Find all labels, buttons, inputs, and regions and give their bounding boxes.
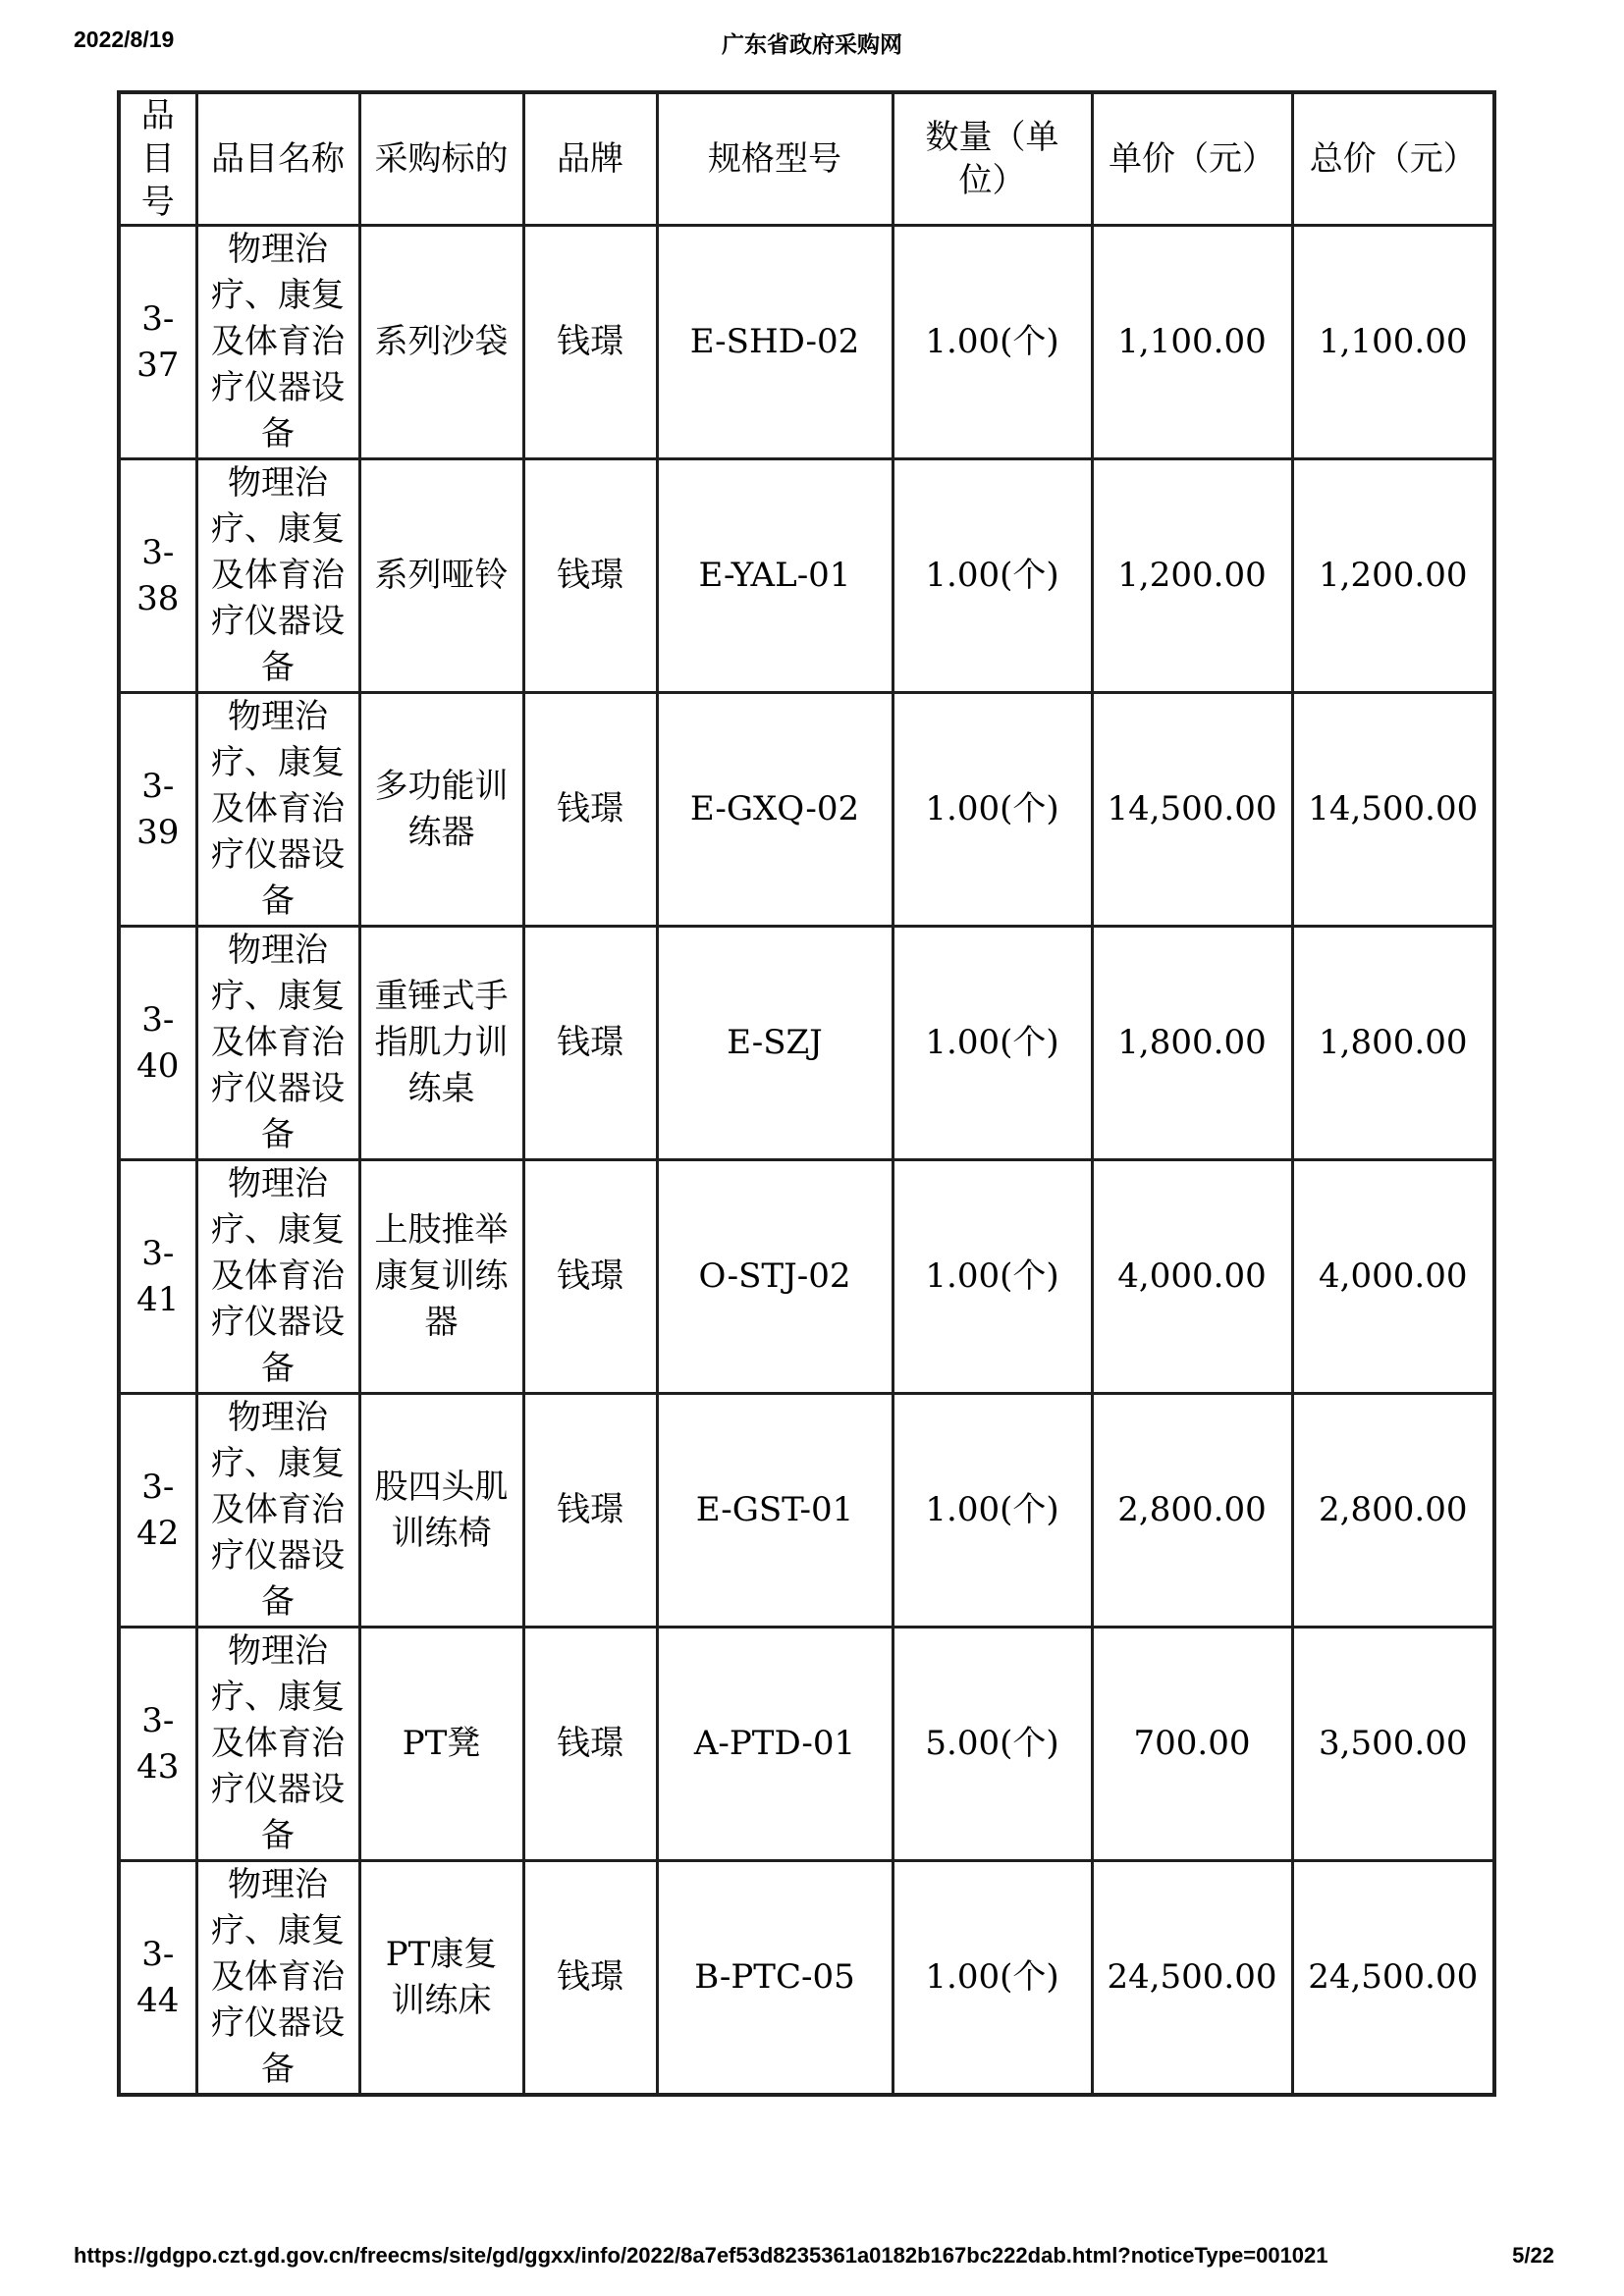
- procurement-table: [117, 90, 1496, 2097]
- cell-item-name: 物理治疗、康复及体育治疗仪器设备: [196, 693, 359, 927]
- cell-brand: 钱璟: [523, 1628, 657, 1861]
- cell-quantity: 1.00(个): [893, 1160, 1092, 1394]
- cell-unit-price: 4,000.00: [1092, 1160, 1292, 1394]
- cell-unit-price: 1,800.00: [1092, 927, 1292, 1160]
- page-title: 广东省政府采购网: [722, 31, 902, 57]
- cell-item-name: 物理治疗、康复及体育治疗仪器设备: [196, 1394, 359, 1628]
- cell-unit-price: 1,200.00: [1092, 459, 1292, 693]
- cell-total-price: 2,800.00: [1292, 1394, 1494, 1628]
- cell-brand: 钱璟: [523, 927, 657, 1160]
- cell-brand: 钱璟: [523, 1861, 657, 2096]
- cell-quantity: 1.00(个): [893, 927, 1092, 1160]
- cell-model: E-SZJ: [657, 927, 893, 1160]
- cell-total-price: 1,100.00: [1292, 226, 1494, 459]
- cell-model: A-PTD-01: [657, 1628, 893, 1861]
- col-header-item-no: 品目号: [119, 92, 196, 226]
- page-number: 5/22: [1512, 2243, 1554, 2268]
- cell-brand: 钱璟: [523, 693, 657, 927]
- col-header-item-name: 品目名称: [196, 92, 359, 226]
- cell-item-no: 3-41: [119, 1160, 196, 1394]
- cell-target: PT凳: [359, 1628, 523, 1861]
- col-header-model: 规格型号: [657, 92, 893, 226]
- cell-item-name: 物理治疗、康复及体育治疗仪器设备: [196, 1628, 359, 1861]
- cell-item-no: 3-37: [119, 226, 196, 459]
- cell-target: 系列哑铃: [359, 459, 523, 693]
- table-row: [119, 693, 1494, 927]
- cell-quantity: 1.00(个): [893, 693, 1092, 927]
- cell-target: 系列沙袋: [359, 226, 523, 459]
- cell-brand: 钱璟: [523, 1160, 657, 1394]
- cell-total-price: 4,000.00: [1292, 1160, 1494, 1394]
- cell-item-name: 物理治疗、康复及体育治疗仪器设备: [196, 459, 359, 693]
- cell-model: E-GXQ-02: [657, 693, 893, 927]
- cell-target: 股四头肌训练椅: [359, 1394, 523, 1628]
- cell-model: E-SHD-02: [657, 226, 893, 459]
- cell-brand: 钱璟: [523, 1394, 657, 1628]
- cell-brand: 钱璟: [523, 226, 657, 459]
- cell-item-name: 物理治疗、康复及体育治疗仪器设备: [196, 927, 359, 1160]
- cell-total-price: 14,500.00: [1292, 693, 1494, 927]
- print-date: 2022/8/19: [74, 27, 175, 52]
- cell-item-no: 3-39: [119, 693, 196, 927]
- cell-unit-price: 24,500.00: [1092, 1861, 1292, 2096]
- cell-target: 多功能训练器: [359, 693, 523, 927]
- cell-unit-price: 14,500.00: [1092, 693, 1292, 927]
- table-row: [119, 1861, 1494, 2096]
- table-row: [119, 459, 1494, 693]
- col-header-brand: 品牌: [523, 92, 657, 226]
- cell-total-price: 3,500.00: [1292, 1628, 1494, 1861]
- cell-total-price: 1,800.00: [1292, 927, 1494, 1160]
- cell-item-name: 物理治疗、康复及体育治疗仪器设备: [196, 226, 359, 459]
- cell-unit-price: 1,100.00: [1092, 226, 1292, 459]
- cell-quantity: 1.00(个): [893, 226, 1092, 459]
- col-header-unit-price: 单价（元）: [1092, 92, 1292, 226]
- cell-model: B-PTC-05: [657, 1861, 893, 2096]
- cell-unit-price: 2,800.00: [1092, 1394, 1292, 1628]
- table-row: [119, 1628, 1494, 1861]
- cell-item-no: 3-42: [119, 1394, 196, 1628]
- cell-quantity: 1.00(个): [893, 1394, 1092, 1628]
- cell-quantity: 1.00(个): [893, 1861, 1092, 2096]
- col-header-target: 采购标的: [359, 92, 523, 226]
- footer-url: https://gdgpo.czt.gd.gov.cn/freecms/site/gd/ggxx/info/2022/8a7ef53d8235361a0182b167bc222dab.html?noticeType=001021: [74, 2243, 1328, 2268]
- table-row: [119, 226, 1494, 459]
- cell-quantity: 1.00(个): [893, 459, 1092, 693]
- cell-model: E-YAL-01: [657, 459, 893, 693]
- col-header-total-price: 总价（元）: [1292, 92, 1494, 226]
- cell-item-name: 物理治疗、康复及体育治疗仪器设备: [196, 1160, 359, 1394]
- cell-target: 上肢推举康复训练器: [359, 1160, 523, 1394]
- cell-quantity: 5.00(个): [893, 1628, 1092, 1861]
- cell-item-name: 物理治疗、康复及体育治疗仪器设备: [196, 1861, 359, 2096]
- cell-brand: 钱璟: [523, 459, 657, 693]
- cell-total-price: 24,500.00: [1292, 1861, 1494, 2096]
- cell-model: E-GST-01: [657, 1394, 893, 1628]
- cell-unit-price: 700.00: [1092, 1628, 1292, 1861]
- table-row: [119, 927, 1494, 1160]
- cell-model: O-STJ-02: [657, 1160, 893, 1394]
- cell-target: PT康复训练床: [359, 1861, 523, 2096]
- cell-item-no: 3-43: [119, 1628, 196, 1861]
- col-header-quantity: 数量（单位）: [893, 92, 1092, 226]
- cell-total-price: 1,200.00: [1292, 459, 1494, 693]
- cell-item-no: 3-44: [119, 1861, 196, 2096]
- table-header-row: [119, 92, 1494, 226]
- table-row: [119, 1160, 1494, 1394]
- cell-item-no: 3-40: [119, 927, 196, 1160]
- cell-item-no: 3-38: [119, 459, 196, 693]
- table-row: [119, 1394, 1494, 1628]
- cell-target: 重锤式手指肌力训练桌: [359, 927, 523, 1160]
